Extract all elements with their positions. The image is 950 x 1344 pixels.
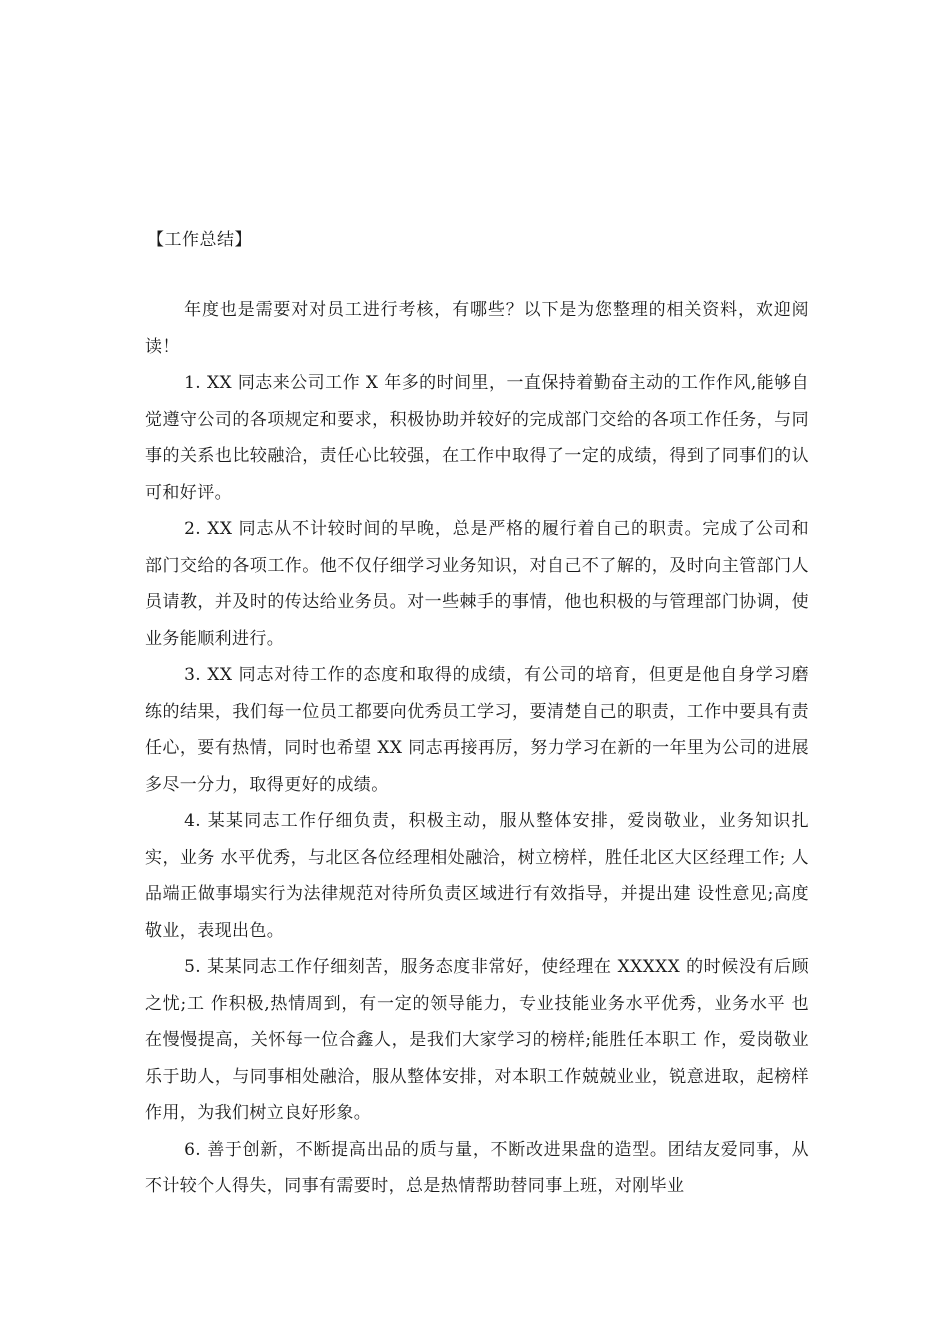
intro-paragraph: 年度也是需要对对员工进行考核，有哪些？以下是为您整理的相关资料，欢迎阅读！ (145, 300, 809, 357)
document-body (145, 292, 809, 1205)
paragraph-item-6: 6. 善于创新，不断提高出品的质与量，不断改进果盘的造型。团结友爱同事，从不计较个人得失，同事有需要时，总是热情帮助替同事上班，对刚毕业 (145, 1139, 809, 1196)
paragraph-item-1: 1. XX 同志来公司工作 X 年多的时间里，一直保持着勤奋主动的工作作风,能够自觉遵守公司的各项规定和要求，积极协助并较好的完成部门交给的各项工作任务，与同事的关系也比较融洽，责任心比较强，在工作中取得了一定的成绩，得到了同事们的认可和好评。 (145, 373, 809, 503)
paragraph-item-2: 2. XX 同志从不计较时间的早晚，总是严格的履行着自己的职责。完成了公司和部门交给的各项工作。他不仅仔细学习业务知识，对自己不了解的，及时向主管部门人员请教，并及时的传达给业务员。对一些棘手的事情，他也积极的与管理部门协调，使业务能顺利进行。 (145, 519, 809, 649)
document-heading: 【工作总结】 (147, 230, 252, 250)
paragraph-item-5: 5. 某某同志工作仔细刻苦，服务态度非常好，使经理在 XXXXX 的时候没有后顾之忧;工 作积极,热情周到，有一定的领导能力，专业技能业务水平优秀，业务水平 也在慢慢提高，关怀每一位合鑫人，是我们大家学习的榜样;能胜任本职工 作，爱岗敬业乐于助人，与同事相处融洽，服从整体安排，对本职工作兢兢业业，锐意进取，起榜样作用，为我们树立良好形象。 (145, 957, 809, 1123)
paragraph-item-3: 3. XX 同志对待工作的态度和取得的成绩，有公司的培育，但更是他自身学习磨练的结果，我们每一位员工都要向优秀员工学习，要清楚自己的职责，工作中要具有责任心，要有热情，同时也希望 XX 同志再接再厉，努力学习在新的一年里为公司的进展多尽一分力，取得更好的成绩。 (145, 665, 809, 795)
paragraph-item-4: 4. 某某同志工作仔细负责，积极主动，服从整体安排，爱岗敬业，业务知识扎实，业务 水平优秀，与北区各位经理相处融洽，树立榜样，胜任北区大区经理工作; 人品端正做事塌实行为法律规范对待所负责区域进行有效指导，并提出建 设性意见;高度敬业，表现出色。 (145, 811, 809, 941)
